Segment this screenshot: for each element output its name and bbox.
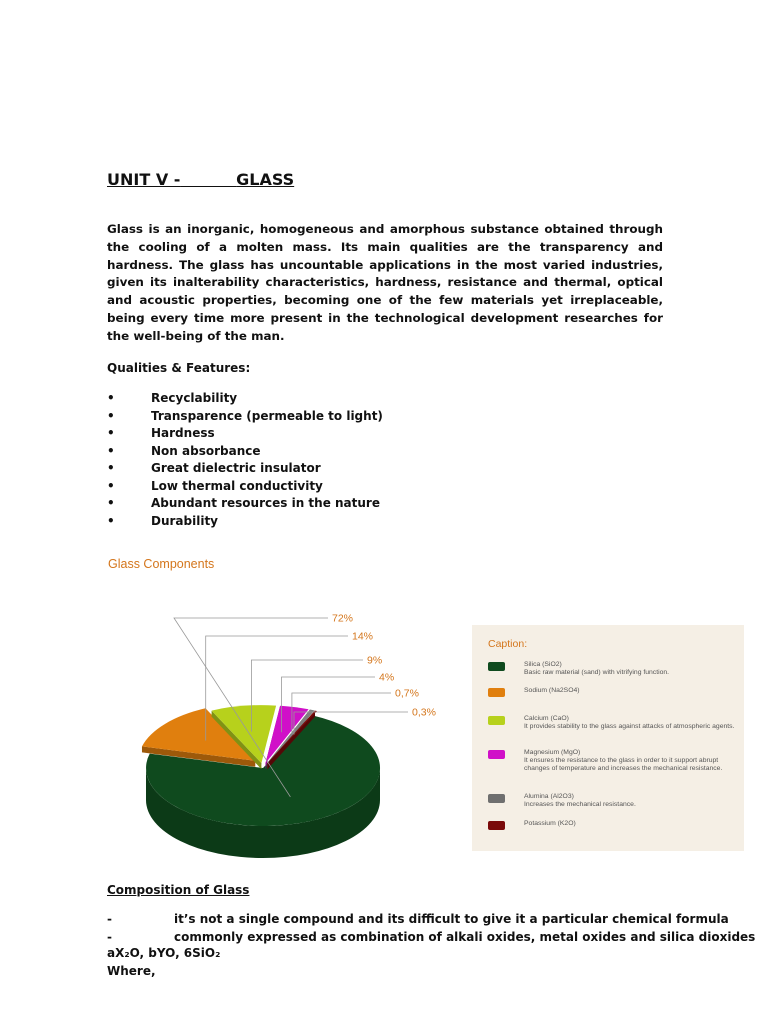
quality-item xyxy=(107,460,383,478)
quality-item xyxy=(107,443,383,461)
caption-component-name: Potassium (K2O) xyxy=(524,820,576,827)
quality-item-text: Low thermal conductivity xyxy=(151,478,323,493)
quality-item xyxy=(107,478,383,496)
bullet: • xyxy=(107,426,115,440)
pie-percent-label: 72% xyxy=(332,612,354,625)
caption-text xyxy=(524,687,744,695)
caption-entry xyxy=(488,820,744,830)
quality-item xyxy=(107,495,383,513)
composition-item-text: commonly expressed as combination of alkali oxides, metal oxides and silica dioxides xyxy=(174,930,756,944)
caption-component-desc: It ensures the resistance to the glass in order to it support abrupt changes of temperature and increases the mechanical resistance. xyxy=(524,757,723,773)
dash-marker: - xyxy=(107,912,112,926)
figure-title: Glass Components xyxy=(108,557,215,571)
caption-swatch xyxy=(488,821,505,830)
composition-item xyxy=(107,912,729,926)
caption-text xyxy=(524,661,744,677)
caption-component-desc: Increases the mechanical resistance. xyxy=(524,801,636,809)
composition-item xyxy=(107,930,755,944)
quality-item xyxy=(107,425,383,443)
quality-item xyxy=(107,513,383,531)
bullet: • xyxy=(107,461,115,475)
caption-entry xyxy=(488,661,744,677)
pie-labels xyxy=(332,613,436,719)
bullet: • xyxy=(107,408,115,423)
pie-percent-label: 9% xyxy=(367,654,383,667)
bullet: • xyxy=(107,478,115,493)
quality-item-text: Great dielectric insulator xyxy=(151,461,321,475)
composition-item-text: it’s not a single compound and its difficult to give it a particular chemical formula xyxy=(174,912,729,926)
caption-component-name: Alumina (Al2O3) xyxy=(524,793,574,800)
unit-label: UNIT V - xyxy=(107,170,181,189)
pie-percent-label: 14% xyxy=(352,630,374,643)
caption-component-desc: Basic raw material (sand) with vitrifying function. xyxy=(524,669,670,677)
caption-entry xyxy=(488,749,744,774)
caption-component-name: Calcium (CaO) xyxy=(524,715,569,722)
caption-component-name: Sodium (Na2SO4) xyxy=(524,687,580,694)
quality-item xyxy=(107,408,383,426)
pie-percent-label: 0,7% xyxy=(395,687,419,700)
where-label: Where, xyxy=(107,964,156,978)
caption-swatch xyxy=(488,750,505,759)
caption-swatch xyxy=(488,688,505,697)
caption-text xyxy=(524,820,744,828)
caption-text xyxy=(524,793,744,809)
composition-heading: Composition of Glass xyxy=(107,883,250,897)
caption-text xyxy=(524,749,744,774)
chemical-formula: aX₂O, bYO, 6SiO₂ xyxy=(107,946,221,960)
unit-title: GLASS xyxy=(236,170,295,189)
quality-item-text: Recyclability xyxy=(151,391,238,405)
quality-item-text: Hardness xyxy=(151,426,215,440)
quality-item xyxy=(107,390,383,408)
intro-paragraph: Glass is an inorganic, homogeneous and amorphous substance obtained through the cooling of a molten mass. Its main qualities are the transparency and hardness. The glass has uncountable applications in the most varied industries, given its inalterability characteristics, hardness, resistance and thermal, optical and acoustic properties, becoming one of the few materials yet irreplaceable, being every time more present in the technological development researches for the well-being of the man. xyxy=(107,222,663,343)
caption-component-name: Silica (SiO2) xyxy=(524,661,562,668)
caption-component-name: Magnesium (MgO) xyxy=(524,749,581,756)
caption-swatch xyxy=(488,794,505,803)
page-heading xyxy=(107,170,294,189)
quality-item-text: Non absorbance xyxy=(151,443,261,458)
caption-panel xyxy=(472,625,744,851)
caption-swatch xyxy=(488,716,505,725)
caption-swatch xyxy=(488,662,505,671)
glass-components-pie-chart xyxy=(106,600,466,880)
bullet: • xyxy=(107,513,115,528)
caption-entry xyxy=(488,715,744,731)
caption-text xyxy=(524,715,744,731)
quality-item-text: Durability xyxy=(151,513,219,528)
quality-item-text: Transparence (permeable to light) xyxy=(151,408,383,423)
pie-percent-label: 4% xyxy=(379,671,395,684)
dash-marker: - xyxy=(107,930,112,944)
caption-entry xyxy=(488,687,744,697)
caption-entry xyxy=(488,793,744,809)
pie-percent-label: 0,3% xyxy=(412,706,436,719)
bullet: • xyxy=(107,391,115,405)
quality-item-text: Abundant resources in the nature xyxy=(151,496,380,510)
caption-title: Caption: xyxy=(488,638,528,650)
qualities-heading: Qualities & Features: xyxy=(107,361,251,375)
qualities-list xyxy=(107,390,383,530)
bullet: • xyxy=(107,496,115,510)
bullet: • xyxy=(107,443,115,458)
caption-component-desc: It provides stability to the glass against attacks of atmospheric agents. xyxy=(524,723,735,731)
